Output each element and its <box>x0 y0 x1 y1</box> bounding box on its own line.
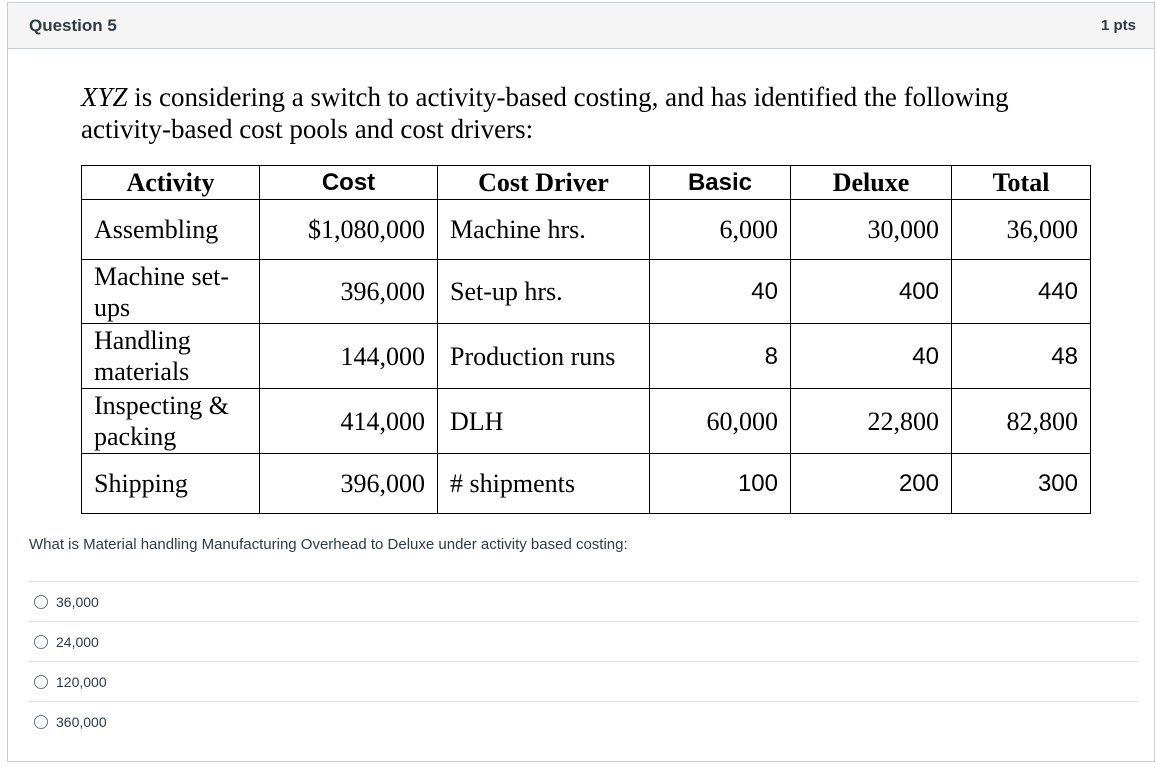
cell: 400 <box>791 260 952 324</box>
answer-option[interactable] <box>29 701 1138 741</box>
cell: 414,000 <box>260 389 438 454</box>
cell: 144,000 <box>260 324 438 389</box>
cell: 40 <box>650 260 791 324</box>
col-total: Total <box>952 166 1091 200</box>
cell: $1,080,000 <box>260 200 438 260</box>
cell: Production runs <box>438 324 650 389</box>
cell: Assembling <box>82 200 260 260</box>
cell: Machine set-ups <box>82 260 260 324</box>
cell: 30,000 <box>791 200 952 260</box>
col-activity: Activity <box>82 166 260 200</box>
question-points: 1 pts <box>1100 17 1136 34</box>
cell: Inspecting & packing <box>82 389 260 454</box>
cell: 300 <box>952 454 1091 514</box>
answer-option[interactable] <box>29 661 1138 701</box>
question-title: Question 5 <box>29 15 117 35</box>
answer-option[interactable] <box>29 621 1138 661</box>
option-label[interactable]: 24,000 <box>56 633 99 650</box>
cell: 40 <box>791 324 952 389</box>
table-row <box>82 454 1091 514</box>
cell: 396,000 <box>260 454 438 514</box>
col-cost: Cost <box>260 166 438 200</box>
cell: 6,000 <box>650 200 791 260</box>
table-row <box>82 200 1091 260</box>
cell: 8 <box>650 324 791 389</box>
intro-text: is considering a switch to activity-based costing, and has identified the following activity-based cost pools and cost drivers: <box>81 82 1009 144</box>
cell: 440 <box>952 260 1091 324</box>
cell: 200 <box>791 454 952 514</box>
cell: DLH <box>438 389 650 454</box>
table-row <box>82 389 1091 454</box>
cost-pool-table <box>81 165 1091 514</box>
table-row <box>82 260 1091 324</box>
answer-options <box>29 581 1138 741</box>
table-header-row <box>82 166 1091 200</box>
option-label[interactable]: 120,000 <box>56 673 107 690</box>
col-cost-driver: Cost Driver <box>438 166 650 200</box>
question-text: What is Material handling Manufacturing Overhead to Deluxe under activity based costing: <box>29 536 628 553</box>
cell: Handling materials <box>82 324 260 389</box>
radio-icon[interactable] <box>34 595 48 609</box>
company-name: XYZ <box>81 82 128 112</box>
table-row <box>82 324 1091 389</box>
radio-icon[interactable] <box>34 675 48 689</box>
answer-option[interactable] <box>29 581 1138 621</box>
radio-icon[interactable] <box>34 715 48 729</box>
quiz-question <box>7 2 1155 762</box>
cell: # shipments <box>438 454 650 514</box>
question-header <box>8 3 1154 49</box>
col-deluxe: Deluxe <box>791 166 952 200</box>
radio-icon[interactable] <box>34 635 48 649</box>
cell: 82,800 <box>952 389 1091 454</box>
option-label[interactable]: 360,000 <box>56 713 107 730</box>
cell: 48 <box>952 324 1091 389</box>
cell: Shipping <box>82 454 260 514</box>
cell: 100 <box>650 454 791 514</box>
question-intro <box>81 81 1101 145</box>
cell: 60,000 <box>650 389 791 454</box>
cell: Machine hrs. <box>438 200 650 260</box>
col-basic: Basic <box>650 166 791 200</box>
cell: 396,000 <box>260 260 438 324</box>
option-label[interactable]: 36,000 <box>56 593 99 610</box>
cell: 22,800 <box>791 389 952 454</box>
cell: Set-up hrs. <box>438 260 650 324</box>
cell: 36,000 <box>952 200 1091 260</box>
